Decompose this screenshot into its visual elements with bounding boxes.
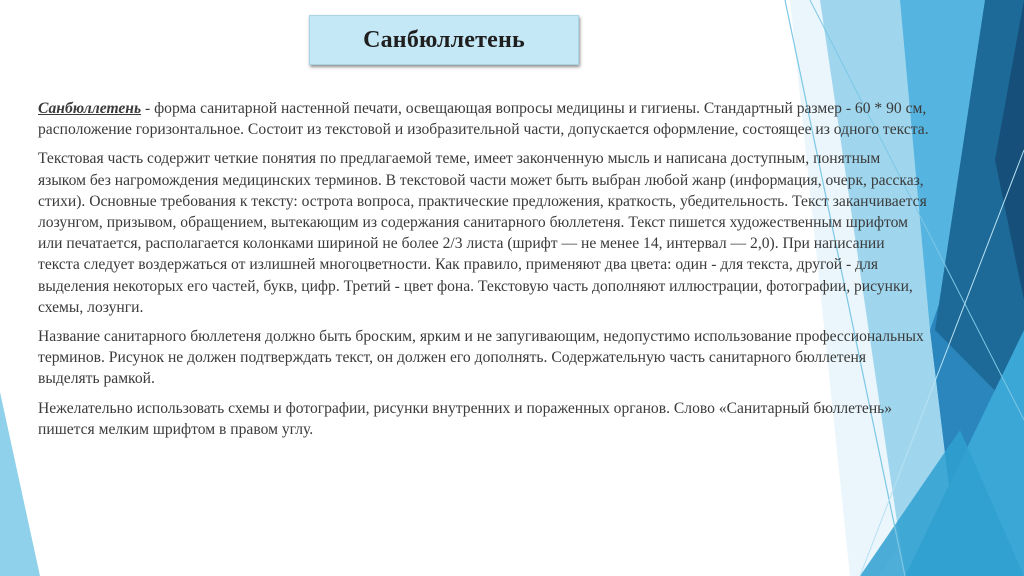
- paragraph-restrictions: Нежелательно использовать схемы и фотографии, рисунки внутренних и пораженных органов. Слово «Санитарный бюллетень» пишется мелким шрифтом в правом углу.: [38, 399, 893, 438]
- content-body: [38, 98, 930, 448]
- paragraph-definition: [38, 98, 930, 140]
- paragraph-text-part: Текстовая часть содержит четкие понятия по предлагаемой теме, имеет законченную мысль и написана доступным, понятным языком без нагромождения медицинских терминов. В текстовой части может быть выбран любой жанр (информация, очерк, рассказ, стихи). Основные требования к тексту: острота вопроса, практические предложения, краткость, убедительность. Текст заканчивается лозунгом, призывом, обращением, вытекающим из содержания санитарного бюллетеня. Текст пишется художественным шрифтом или печатается, располагается колонками шириной не более 2/3 листа (шрифт — не менее 14, интервал — 2,0). При написании текста следует воздержаться от излишней многоцветности. Как правило, применяют два цвета: один - для текста, другой - для выделения некоторых его частей, букв, цифр. Третий - цвет фона. Текстовую часть дополняют иллюстрации, фотографии, рисунки, схемы, лозунги.: [38, 150, 927, 316]
- title-box: [309, 15, 579, 65]
- definition-text: - форма санитарной настенной печати, освещающая вопросы медицины и гигиены. Стандартный размер - 60 * 90 см, расположение горизонтальное. Состоит из текстовой и изобразительной части, допускается оформление, состоящее из одного текста.: [38, 100, 929, 139]
- page-title: Санбюллетень: [363, 26, 525, 53]
- left-triangle-shape: [0, 392, 40, 576]
- definition-term: Санбюллетень: [38, 100, 142, 117]
- paragraph-title-requirements: Название санитарного бюллетеня должно быть броским, ярким и не запугивающим, недопустимо использование профессиональных терминов. Рисунок не должен подтверждать текст, он должен его дополнять. Содержательную часть санитарного бюллетеня выделять рамкой.: [38, 328, 924, 388]
